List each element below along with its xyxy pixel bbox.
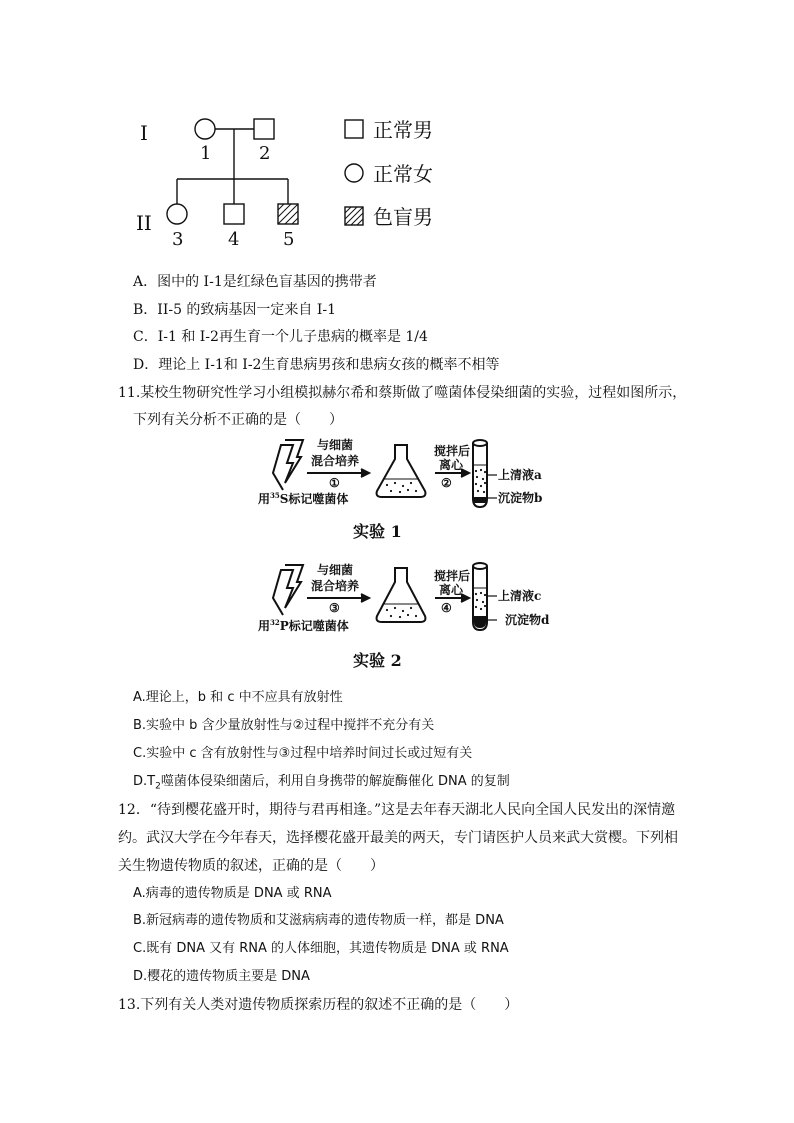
q10-option-b: B．II-5 的致病基因一定来自 I-1 bbox=[133, 302, 337, 318]
q10-option-c: C．I-1 和 I-2再生育一个儿子患病的概率是 1/4 bbox=[133, 329, 428, 345]
phage-icon bbox=[273, 440, 303, 490]
q12-option-d: D.樱花的遗传物质主要是 DNA bbox=[133, 969, 310, 984]
q12-option-a: A.病毒的遗传物质是 DNA 或 RNA bbox=[133, 886, 332, 901]
phage-icon bbox=[273, 565, 303, 615]
exp2-phage-label: 用$^{32}$P标记噬菌体 bbox=[258, 618, 349, 633]
ind-number-2: 2 bbox=[259, 143, 271, 164]
exp2-sediment: 沉淀物d bbox=[505, 613, 550, 627]
exp1-cent-line1: 搅拌后 bbox=[434, 444, 471, 458]
exp2-supernatant: 上清液c bbox=[498, 589, 542, 603]
q10-option-a: A．图中的 I-1是红绿色盲基因的携带者 bbox=[133, 274, 377, 290]
ind-number-4: 4 bbox=[228, 229, 240, 250]
exp1-step-2: ② bbox=[441, 476, 452, 490]
exp2-step-4: ④ bbox=[441, 601, 452, 615]
pedigree-male-2 bbox=[254, 119, 274, 139]
q11-stem-line2: 下列有关分析不正确的是（ ） bbox=[133, 412, 343, 428]
exp2-mix-line2: 混合培养 bbox=[311, 579, 360, 593]
experiment-1-diagram bbox=[255, 435, 555, 545]
legend-affected-label: 色盲男 bbox=[373, 205, 433, 229]
ind-number-1: 1 bbox=[200, 143, 212, 164]
legend-female-label: 正常女 bbox=[373, 162, 433, 186]
q11-stem-line1: 11.某校生物研究性学习小组模拟赫尔希和蔡斯做了噬菌体侵染细菌的实验，过程如图所示， bbox=[118, 385, 687, 401]
q12-stem-line1: 12．“待到樱花盛开时，期待与君再相逢。”这是去年春天湖北人民向全国人民发出的深情邀 bbox=[118, 802, 676, 818]
experiment-2-diagram bbox=[255, 560, 565, 675]
flask-icon bbox=[377, 568, 426, 622]
exp2-mix-line1: 与细菌 bbox=[317, 563, 354, 577]
q10-option-d: D．理论上 I-1和 I-2生育患病男孩和患病女孩的概率不相等 bbox=[133, 357, 500, 373]
exp1-supernatant: 上清液a bbox=[498, 468, 542, 482]
pedigree-female-1 bbox=[195, 119, 215, 139]
q12-option-b: B.新冠病毒的遗传物质和艾滋病病毒的遗传物质一样，都是 DNA bbox=[133, 913, 504, 928]
legend-female-icon bbox=[345, 164, 363, 182]
q11-option-a: A.理论上，b 和 c 中不应具有放射性 bbox=[133, 690, 343, 705]
q11-option-d: $D.T_2$噬菌体侵染细菌后，利用自身携带的解旋酶催化 DNA 的复制 bbox=[133, 774, 510, 792]
exp2-cent-line1: 搅拌后 bbox=[434, 569, 471, 583]
gen-label-I: I bbox=[140, 121, 148, 145]
exp1-mix-line2: 混合培养 bbox=[311, 454, 360, 468]
exp1-step-1: ① bbox=[329, 476, 340, 490]
exp2-caption: 实验 2 bbox=[353, 651, 402, 670]
gen-label-II: II bbox=[136, 211, 152, 235]
pedigree-figure bbox=[120, 105, 460, 255]
exp1-caption: 实验 1 bbox=[353, 522, 402, 541]
legend-male-icon bbox=[345, 120, 363, 138]
exp2-step-3: ③ bbox=[329, 601, 340, 615]
exp1-sediment: 沉淀物b bbox=[498, 491, 543, 505]
pedigree-female-3 bbox=[167, 204, 187, 224]
q12-option-c: C.既有 DNA 又有 RNA 的人体细胞，其遗传物质是 DNA 或 RNA bbox=[133, 941, 509, 956]
q11-option-b: B.实验中 b 含少量放射性与②过程中搅拌不充分有关 bbox=[133, 718, 435, 733]
flask-icon bbox=[377, 445, 426, 497]
q11-option-c: C.实验中 c 含有放射性与③过程中培养时间过长或过短有关 bbox=[133, 746, 473, 761]
q13-stem-line1: 13.下列有关人类对遗传物质探索历程的叙述不正确的是（ ） bbox=[118, 997, 519, 1013]
q12-stem-line3: 关生物遗传物质的叙述，正确的是（ ） bbox=[118, 858, 384, 874]
exp1-mix-line1: 与细菌 bbox=[317, 438, 354, 452]
legend-male-label: 正常男 bbox=[373, 118, 433, 142]
ind-number-3: 3 bbox=[172, 229, 184, 250]
exp2-cent-line2: 离心 bbox=[439, 583, 464, 597]
exp1-cent-line2: 离心 bbox=[439, 458, 464, 472]
q12-stem-line2: 约。武汉大学在今年春天，选择樱花盛开最美的两天，专门请医护人员来武大赏樱。下列相 bbox=[118, 830, 678, 846]
pedigree-male-4 bbox=[224, 204, 244, 224]
ind-number-5: 5 bbox=[283, 229, 295, 250]
exp1-phage-label: 用$^{35}$S标记噬菌体 bbox=[258, 491, 349, 506]
